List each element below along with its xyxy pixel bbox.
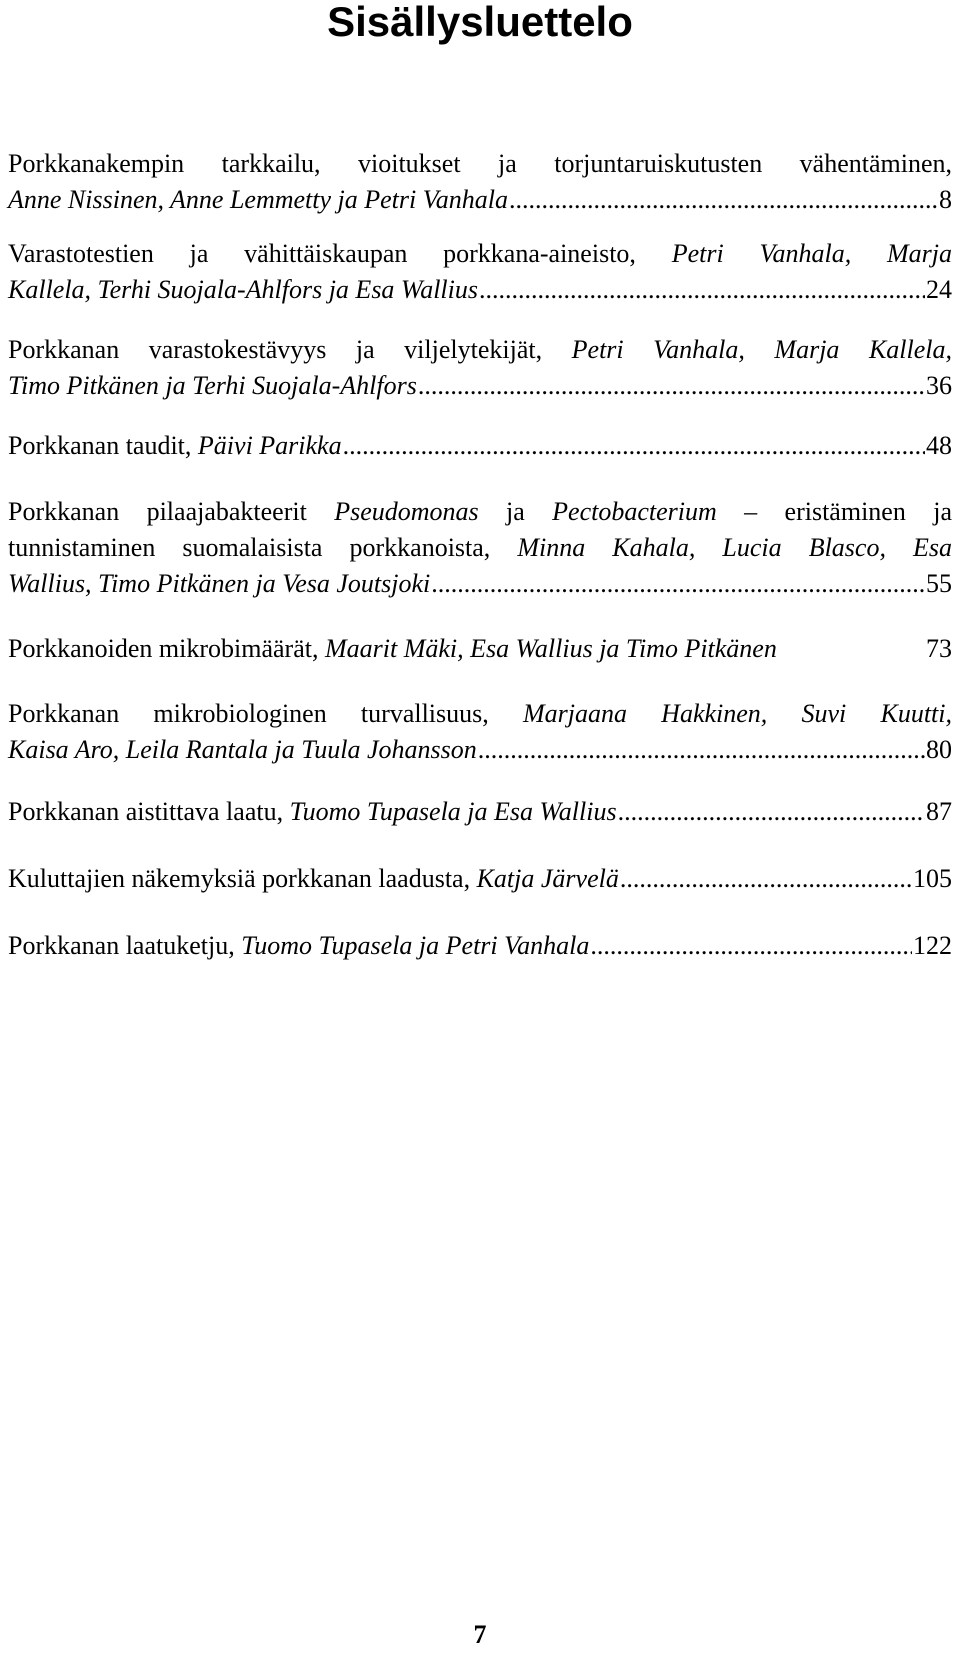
- toc-entry-title: Porkkanan aistittava laatu,: [8, 797, 290, 826]
- toc-entry-authors-part: Petri Vanhala, Marja Kallela,: [571, 335, 953, 364]
- toc-entry-authors: Timo Pitkänen ja Terhi Suojala-Ahlfors: [8, 371, 417, 400]
- toc-entry-genus: Pectobacterium: [552, 497, 717, 526]
- dot-leader: [618, 794, 925, 830]
- toc-entry-genus: Pseudomonas: [334, 497, 479, 526]
- toc-entry-title: Porkkanakempin tarkkailu, vioitukset ja torjuntaruiskutusten vähentäminen,: [8, 149, 952, 178]
- toc-entry-title: Varastotestien ja vähittäiskaupan porkkana-aineisto,: [8, 239, 672, 268]
- toc-entry-title: Porkkanan varastokestävyys ja viljelytekijät,: [8, 335, 572, 364]
- toc-entry-title: Porkkanan laatuketju,: [8, 931, 242, 960]
- toc-entry-page: 122: [913, 931, 952, 960]
- toc-entry-title: Porkkanan pilaajabakteerit: [8, 497, 335, 526]
- toc-entry: [8, 494, 952, 602]
- toc-entry-authors: Kallela, Terhi Suojala-Ahlfors ja Esa Wallius: [8, 275, 478, 304]
- toc-entry-page: 105: [913, 864, 952, 893]
- dot-leader: [590, 928, 912, 964]
- toc-entry-title: ja: [478, 497, 553, 526]
- toc-entry-authors-part: Marjaana Hakkinen, Suvi Kuutti,: [522, 699, 952, 728]
- toc-entry-authors: Päivi Parikka: [197, 431, 342, 460]
- toc-entry-authors-part: Minna Kahala, Lucia Blasco, Esa: [517, 533, 953, 562]
- toc-entry-title: Porkkanoiden mikrobimäärät,: [8, 634, 325, 663]
- toc-entry-authors: Katja Järvelä: [476, 864, 619, 893]
- page-number: 7: [473, 1620, 487, 1649]
- toc-entry: [8, 332, 952, 404]
- toc-entry-page: 24: [926, 275, 952, 304]
- toc-entry-page: 87: [926, 797, 952, 826]
- page-title: Sisällysluettelo: [327, 0, 633, 45]
- toc-entry-authors: Anne Nissinen, Anne Lemmetty ja Petri Vanhala: [8, 185, 508, 214]
- toc-entry-page: 48: [926, 431, 952, 460]
- toc-entry-authors: Maarit Mäki, Esa Wallius ja Timo Pitkänen: [324, 634, 777, 663]
- dot-leader: [418, 368, 925, 404]
- toc-entry-page: 80: [926, 735, 952, 764]
- toc-entry-page: 36: [926, 371, 952, 400]
- toc-entry-authors: Tuomo Tupasela ja Petri Vanhala: [241, 931, 590, 960]
- toc-entry: [8, 146, 952, 218]
- toc-entry-page: 55: [926, 569, 952, 598]
- toc-entry: [8, 428, 952, 464]
- toc-entry: [8, 631, 952, 667]
- toc-entry-title: Porkkanan mikrobiologinen turvallisuus,: [8, 699, 523, 728]
- toc-entry-authors: Kaisa Aro, Leila Rantala ja Tuula Johansson: [8, 735, 477, 764]
- toc-entry-authors: Tuomo Tupasela ja Esa Wallius: [289, 797, 617, 826]
- toc-entry: [8, 861, 952, 897]
- dot-leader: [343, 428, 925, 464]
- toc-entry-title: tunnistaminen suomalaisista porkkanoista,: [8, 533, 518, 562]
- dot-leader: [509, 182, 938, 218]
- toc-entry: [8, 236, 952, 308]
- toc-entry-authors-part: Petri Vanhala, Marja: [671, 239, 952, 268]
- toc-entry-authors: Wallius, Timo Pitkänen ja Vesa Joutsjoki: [8, 569, 431, 598]
- dot-leader: [431, 566, 925, 602]
- dot-leader: [620, 861, 912, 897]
- toc-entry: [8, 794, 952, 830]
- toc-entry-page: 73: [926, 634, 952, 663]
- toc-entry: [8, 928, 952, 964]
- dot-leader: [479, 272, 925, 308]
- toc-entry-title: – eristäminen ja: [716, 497, 952, 526]
- toc-entry-title: Porkkanan taudit,: [8, 431, 198, 460]
- toc-entry: [8, 696, 952, 768]
- dot-leader: [478, 732, 925, 768]
- toc-entry-title: Kuluttajien näkemyksiä porkkanan laadusta,: [8, 864, 477, 893]
- toc-entry-page: 8: [939, 185, 952, 214]
